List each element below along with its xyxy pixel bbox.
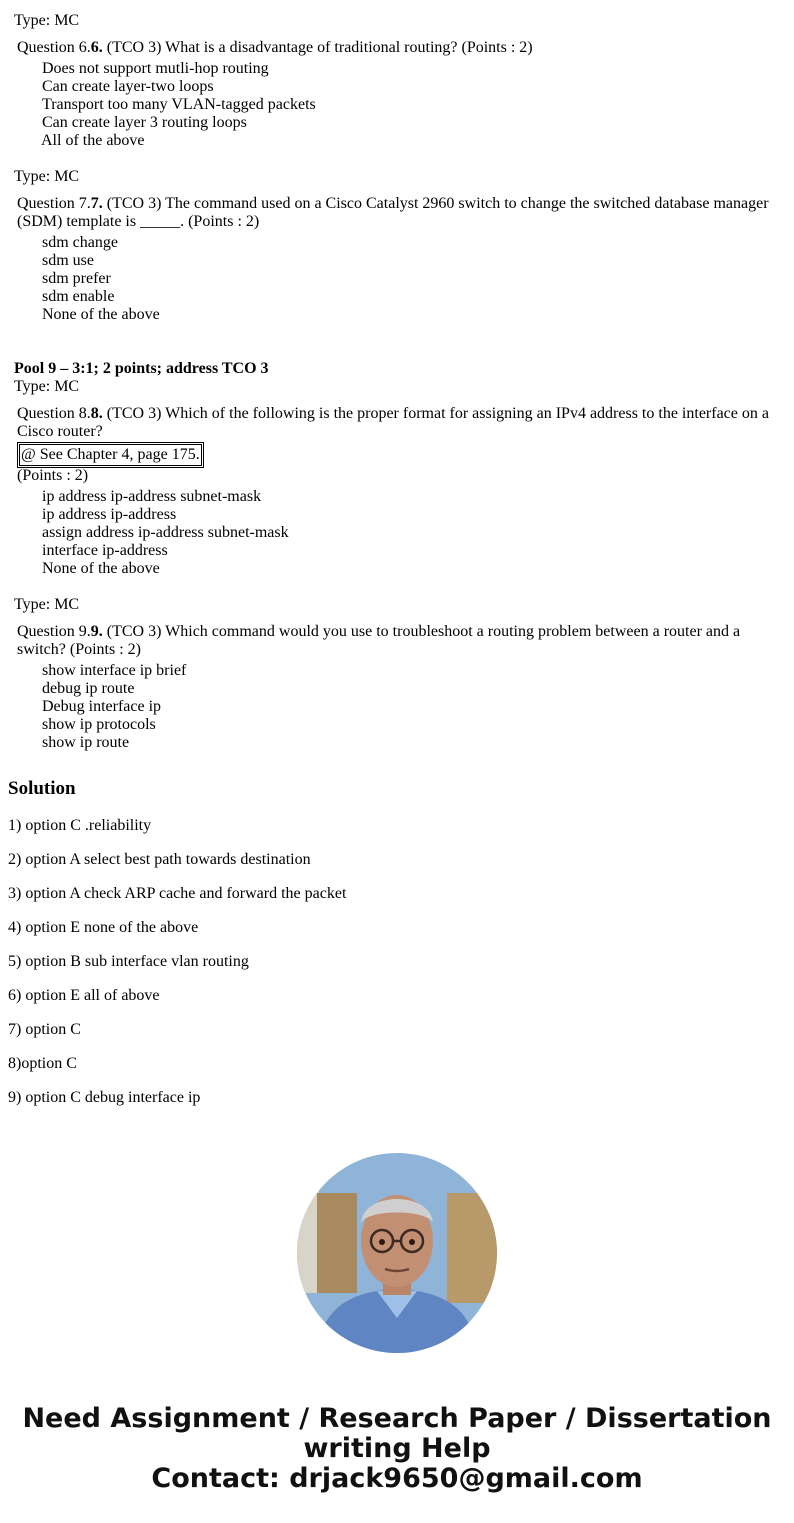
question-body: (TCO 3) Which command would you use to troubleshoot a routing problem between a router and a switch? (Points : 2) — [17, 623, 741, 658]
reference-text: @ See Chapter 4, page 175. — [19, 444, 202, 466]
question-body: (TCO 3) The command used on a Cisco Catalyst 2960 switch to change the switched database manager (SDM) template is _____. (Points : 2) — [17, 195, 769, 230]
promo-banner — [0, 1404, 794, 1494]
avatar — [297, 1153, 497, 1353]
option[interactable]: Can create layer-two loops — [42, 78, 214, 95]
answer-item: 8)option C — [8, 1055, 77, 1072]
answer-item: 4) option E none of the above — [8, 919, 199, 936]
promo-contact[interactable]: Contact: drjack9650@gmail.com — [151, 1463, 643, 1494]
question-number: 9. — [90, 623, 103, 640]
answer-item: 6) option E all of above — [8, 987, 160, 1004]
answer-item: 1) option C .reliability — [8, 817, 152, 834]
question-number: 8. — [90, 405, 103, 422]
question-body: (TCO 3) What is a disadvantage of traditional routing? (Points : 2) — [102, 39, 533, 56]
answer-item: 9) option C debug interface ip — [8, 1089, 201, 1106]
option[interactable]: All of the above — [41, 132, 145, 149]
question-9-options — [42, 662, 186, 752]
question-type-label: Type: MC — [14, 12, 80, 29]
option[interactable]: show interface ip brief — [42, 662, 187, 679]
question-points: (Points : 2) — [17, 467, 89, 484]
answer-item: 7) option C — [8, 1021, 81, 1038]
option[interactable]: sdm use — [42, 252, 94, 269]
reference-box — [17, 442, 204, 468]
question-6-options — [42, 60, 316, 150]
pool-heading: Pool 9 – 3:1; 2 points; address TCO 3 — [14, 360, 269, 377]
question-label: Question 8. — [17, 405, 91, 422]
option[interactable]: interface ip-address — [42, 542, 168, 559]
option[interactable]: sdm change — [42, 234, 118, 251]
option[interactable]: debug ip route — [42, 680, 135, 697]
option[interactable]: show ip route — [42, 734, 130, 751]
option[interactable]: Can create layer 3 routing loops — [42, 114, 247, 131]
question-body: (TCO 3) Which of the following is the proper format for assigning an IPv4 address to the interface on a Cisco router? — [17, 405, 769, 440]
question-8-text — [17, 405, 782, 441]
option[interactable]: ip address ip-address — [42, 506, 177, 523]
option[interactable]: None of the above — [42, 306, 160, 323]
option[interactable]: Debug interface ip — [42, 698, 162, 715]
option[interactable]: None of the above — [42, 560, 160, 577]
option[interactable]: sdm enable — [42, 288, 115, 305]
answer-item: 2) option A select best path towards destination — [8, 851, 311, 868]
question-8-options — [42, 488, 289, 578]
option[interactable]: assign address ip-address subnet-mask — [42, 524, 289, 541]
promo-line: writing Help — [303, 1433, 491, 1464]
option[interactable]: Transport too many VLAN-tagged packets — [42, 96, 316, 113]
answer-item: 3) option A check ARP cache and forward the packet — [8, 885, 347, 902]
option[interactable]: sdm prefer — [42, 270, 111, 287]
option[interactable]: ip address ip-address subnet-mask — [42, 488, 262, 505]
question-type-label: Type: MC — [14, 378, 80, 395]
option[interactable]: show ip protocols — [42, 716, 156, 733]
question-9-text — [17, 623, 782, 659]
question-7-options — [42, 234, 160, 324]
answer-item: 5) option B sub interface vlan routing — [8, 953, 249, 970]
question-type-label: Type: MC — [14, 596, 80, 613]
promo-line: Need Assignment / Research Paper / Dissertation — [22, 1403, 772, 1434]
question-label: Question 7. — [17, 195, 91, 212]
solution-heading: Solution — [8, 778, 76, 799]
person-photo-icon — [297, 1153, 497, 1353]
question-type-label: Type: MC — [14, 168, 80, 185]
question-label: Question 9. — [17, 623, 91, 640]
question-number: 7. — [90, 195, 103, 212]
question-number: 6. — [90, 39, 103, 56]
question-7-text — [17, 195, 782, 231]
question-label: Question 6. — [17, 39, 91, 56]
question-6-text — [17, 39, 782, 57]
option[interactable]: Does not support mutli-hop routing — [42, 60, 269, 77]
